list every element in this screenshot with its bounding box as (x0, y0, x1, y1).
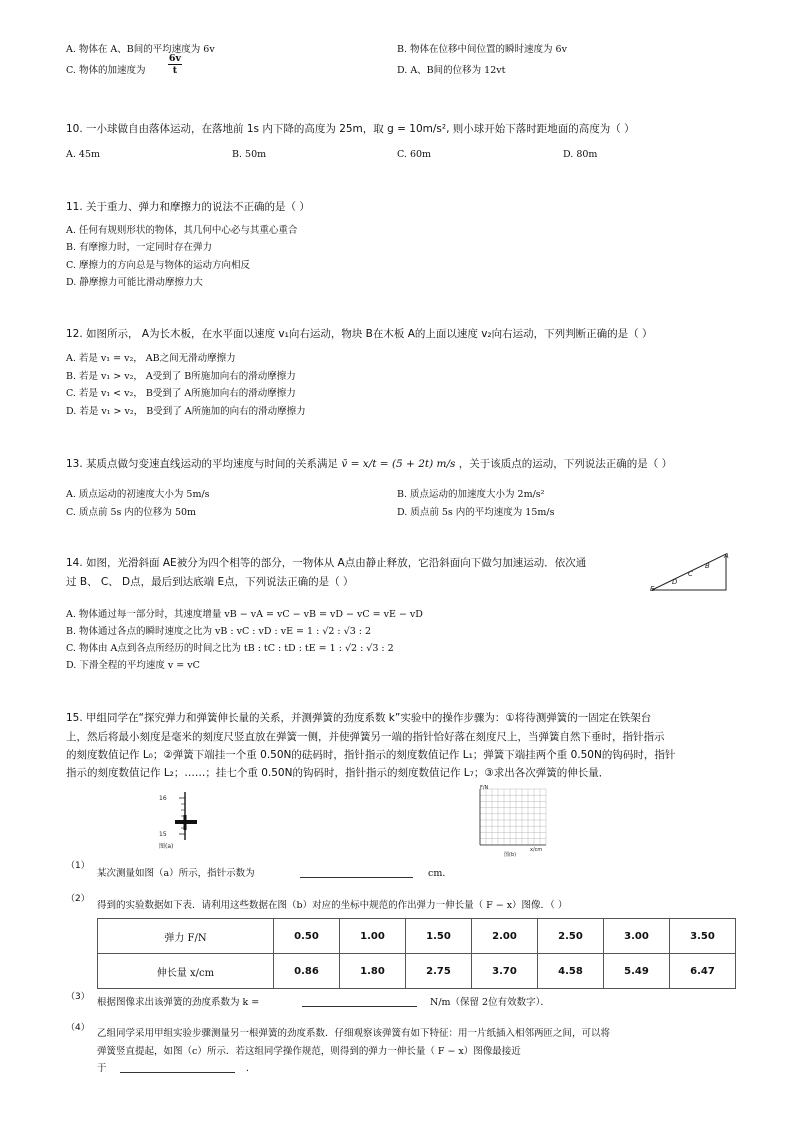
q9-fraction-denominator: t (172, 65, 178, 76)
q12-option-b: B. 若是 v₁ > v₂， A受到了 B所施加向右的滑动摩擦力 (66, 371, 296, 382)
figure-b-caption: 图(b) (504, 852, 517, 857)
q9-fraction-numerator: 6v (168, 53, 182, 64)
data-table (97, 918, 736, 989)
q11-option-a: A. 任何有规则形状的物体，其几何中心必与其重心重合 (66, 225, 298, 236)
table-cell: 6.47 (670, 954, 736, 989)
sub3-number: （3） (66, 992, 90, 1002)
sub3-text: 根据图像求出该弹簧的劲度系数为 k = (97, 997, 260, 1008)
table-row-force (98, 919, 736, 954)
sub1-text: 某次测量如图（a）所示，指针示数为 (97, 868, 255, 879)
table-cell: 0.86 (274, 954, 340, 989)
sub1-answer-blank[interactable] (300, 867, 413, 878)
sub4-end: ． (246, 1063, 256, 1074)
q13-formula: v̄ = x/t = (5 + 2t) m/s (341, 458, 456, 470)
figure-a-caption: 图(a) (159, 843, 174, 850)
figure-b-xlabel: x/cm (530, 847, 543, 853)
table-cell: 3.50 (670, 919, 736, 954)
sub2-text: 得到的实验数据如下表．请利用这些数据在图（b）对应的坐标中规范的作出弹力一伸长量（ F − x）图像．（ ） (97, 900, 568, 911)
q11-option-b: B. 有摩擦力时，一定同时存在弹力 (66, 242, 213, 253)
q12-option-c: C. 若是 v₁ < v₂， B受到了 A所施加向右的滑动摩擦力 (66, 388, 296, 399)
q14-stem-line1: 14. 如图，光滑斜面 AE被分为四个相等的部分，一物体从 A点由静止释放，它沿斜面向下做匀加速运动．依次通 (66, 557, 587, 569)
table-cell: 1.50 (406, 919, 472, 954)
sub3-answer-blank[interactable] (302, 996, 417, 1007)
sub4-line1: 乙组同学采用甲组实验步骤测量另一根弹簧的劲度系数．仔细观察该弹簧有如下特征：用一片纸插入相邻两匝之间，可以将 (97, 1028, 611, 1039)
q14-option-d: D. 下滑全程的平均速度 v = vC (66, 660, 200, 671)
table-row-extension (98, 954, 736, 989)
sub2-number: （2） (66, 894, 90, 904)
q9-option-b: B. 物体在位移中间位置的瞬时速度为 6v (397, 44, 567, 55)
q13-option-c: C. 质点前 5s 内的位移为 50m (66, 507, 197, 518)
sub4-line3: 于 (97, 1063, 107, 1074)
q15-stem-line4: 指示的刻度数值记作 L₂；……；挂七个重 0.50N的钩码时，指针指示的刻度数值记作 L₇；③求出各次弹簧的伸长量． (66, 767, 610, 779)
table-header-force: 弹力 F/N (98, 919, 274, 954)
q13-option-a: A. 质点运动的初速度大小为 5m/s (66, 489, 210, 500)
incline-label-b: B (705, 562, 710, 570)
table-cell: 5.49 (604, 954, 670, 989)
table-cell: 2.00 (472, 919, 538, 954)
q15-stem-line2: 上，然后将最小刻度是毫米的刻度尺竖直放在弹簧一侧，并使弹簧另一端的指针恰好落在刻度尺上，当弹簧自然下垂时，指针指示 (66, 731, 665, 743)
q13-stem-part1: 13. 某质点做匀变速直线运动的平均速度与时间的关系满足 (66, 458, 339, 470)
q11-option-d: D. 静摩擦力可能比滑动摩擦力大 (66, 277, 203, 288)
table-cell: 4.58 (538, 954, 604, 989)
q13-option-d: D. 质点前 5s 内的平均速度为 15m/s (397, 507, 555, 518)
incline-label-c: C (688, 570, 693, 578)
q9-option-d: D. A、B间的位移为 12vt (397, 65, 506, 76)
incline-label-e: E (650, 585, 655, 592)
q15-stem-line3: 的刻度数值记作 L₀；②弹簧下端挂一个重 0.50N的砝码时，指针指示的刻度数值记作 L₁；弹簧下端挂两个重 0.50N的钩码时，指针 (66, 749, 676, 761)
q11-option-c: C. 摩擦力的方向总是与物体的运动方向相反 (66, 260, 250, 271)
table-cell: 3.70 (472, 954, 538, 989)
q10-option-a: A. 45m (66, 149, 100, 160)
figure-a-ruler (155, 790, 215, 850)
sub4-number: （4） (66, 1023, 90, 1033)
table-cell: 2.50 (538, 919, 604, 954)
q10-option-b: B. 50m (232, 149, 267, 160)
incline-figure (650, 550, 730, 592)
q9-option-c: C. 物体的加速度为 (66, 65, 146, 76)
figure-b-ylabel: F/N (480, 785, 489, 791)
q12-option-d: D. 若是 v₁ > v₂， B受到了 A所施加的向右的滑动摩擦力 (66, 406, 306, 417)
sub1-unit: cm． (428, 868, 452, 879)
table-cell: 1.80 (340, 954, 406, 989)
q12-option-a: A. 若是 v₁ = v₂， AB之间无滑动摩擦力 (66, 353, 236, 364)
table-cell: 0.50 (274, 919, 340, 954)
q10-stem: 10. 一小球做自由落体运动，在落地前 1s 内下降的高度为 25m，取 g = 10m/s², 则小球开始下落时距地面的高度为（ ） (66, 123, 635, 135)
sub1-number: （1） (66, 861, 90, 871)
q11-stem: 11. 关于重力、弹力和摩擦力的说法不正确的是（ ） (66, 201, 310, 213)
sub4-line2: 弹簧竖直提起，如图（c）所示．若这组同学操作规范，则得到的弹力一伸长量（ F − x）图像最接近 (97, 1046, 521, 1057)
q13-stem-part2: ，关于该质点的运动，下列说法正确的是（ ） (458, 458, 673, 470)
q14-option-a: A. 物体通过每一部分时，其速度增量 vB − vA = vC − vB = vD − vC = vE − vD (66, 609, 423, 620)
sub3-unit: N/m（保留 2位有效数字）． (430, 997, 550, 1008)
incline-label-d: D (672, 578, 678, 586)
q10-option-d: D. 80m (563, 149, 598, 160)
figure-b-grid (470, 785, 552, 857)
figure-a-label-16: 16 (159, 795, 167, 802)
table-header-extension: 伸长量 x/cm (98, 954, 274, 989)
q14-option-b: B. 物体通过各点的瞬时速度之比为 vB : vC : vD : vE = 1 : √2 : √3 : 2 (66, 626, 372, 637)
q9-fraction (168, 53, 182, 76)
table-cell: 3.00 (604, 919, 670, 954)
q14-stem-line2: 过 B、 C、 D点，最后到达底端 E点，下列说法正确的是（ ） (66, 576, 354, 588)
q14-option-c: C. 物体由 A点到各点所经历的时间之比为 tB : tC : tD : tE = 1 : √2 : √3 : 2 (66, 643, 394, 654)
table-cell: 1.00 (340, 919, 406, 954)
incline-label-a: A (724, 552, 729, 560)
q9-option-a: A. 物体在 A、B间的平均速度为 6v (66, 44, 215, 55)
q12-stem: 12. 如图所示， A为长木板，在水平面以速度 v₁向右运动，物块 B在木板 A的上面以速度 v₂向右运动，下列判断正确的是（ ） (66, 328, 653, 340)
q10-option-c: C. 60m (397, 149, 432, 160)
q13-stem (66, 456, 672, 471)
figure-a-label-15: 15 (159, 831, 167, 838)
table-cell: 2.75 (406, 954, 472, 989)
q13-option-b: B. 质点运动的加速度大小为 2m/s² (397, 489, 545, 500)
q15-stem-line1: 15. 甲组同学在“探究弹力和弹簧伸长量的关系，并测弹簧的劲度系数 k”实验中的操作步骤为：①将待测弹簧的一固定在铁架台 (66, 712, 652, 724)
sub4-answer-blank[interactable] (120, 1062, 235, 1073)
